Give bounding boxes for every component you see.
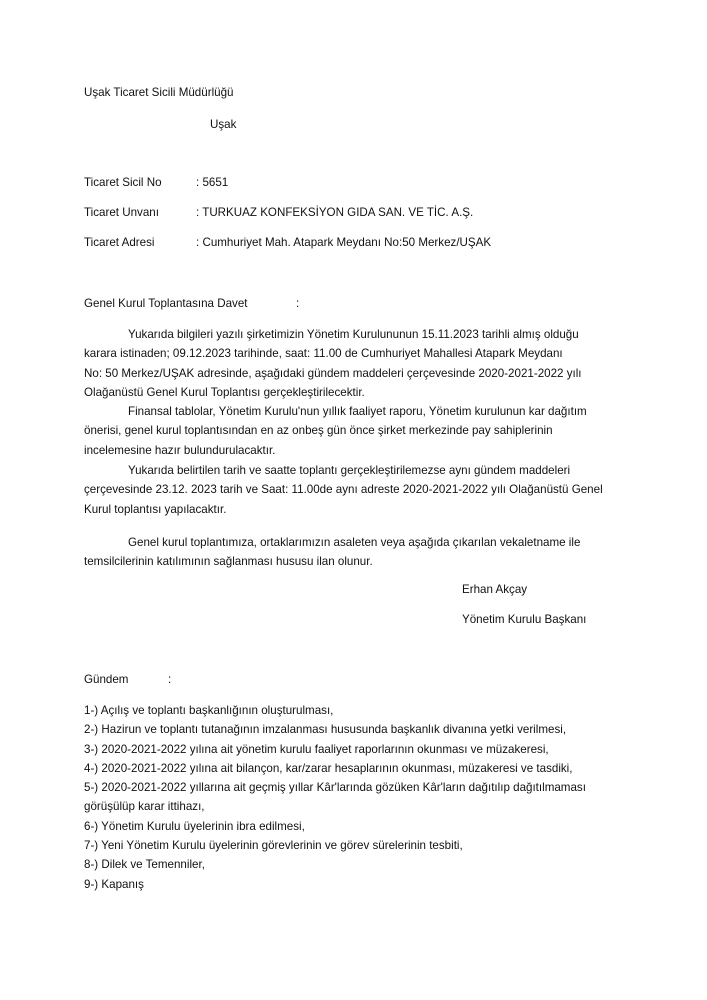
agenda-item: 4-) 2020-2021-2022 yılına ait bilançon, kar/zarar hesaplarının okunması, müzakeresi ve tasdiki, [84,761,573,775]
invitation-paragraph-2 [84,402,624,460]
invitation-title: Genel Kurul Toplantasına Davet [84,297,248,310]
agenda-item: 8-) Dilek ve Temenniler, [84,858,205,872]
paragraph-line: No: 50 Merkez/UŞAK adresinde, aşağıdaki gündem maddeleri çerçevesinde 2020-2021-2022 yılı [84,366,582,380]
signatory-name: Erhan Akçay [462,583,528,596]
paragraph-line: Genel kurul toplantımıza, ortaklarımızın asaleten veya aşağıda çıkarılan vekaletname ile [128,536,581,549]
paragraph-line: çerçevesinde 23.12. 2023 tarih ve Saat: 11.00de aynı adreste 2020-2021-2022 yılı Olağanüstü Genel [84,483,603,497]
agenda-item: 2-) Hazirun ve toplantı tutanağının imzalanması hususunda başkanlık divanına yetki verilmesi, [84,723,567,737]
agenda-list [84,701,586,894]
paragraph-line: Yukarıda bilgileri yazılı şirketimizin Yönetim Kurulununun 15.11.2023 tarihli almış olduğu [128,328,579,341]
invitation-paragraph-3 [84,461,624,519]
agenda-item-continuation: görüşülüp karar ittihazı, [84,800,205,814]
paragraph-line: Finansal tablolar, Yönetim Kurulu'nun yıllık faaliyet raporu, Yönetim kurulunun kar dağıtım [128,405,587,418]
trade-registry-no-value: : 5651 [196,176,229,189]
registry-office-heading: Uşak Ticaret Sicili Müdürlüğü [84,86,234,99]
paragraph-line: Olağanüstü Genel Kurul Toplantısı gerçekleştirilecektir. [84,385,365,399]
paragraph-line: Yukarıda belirtilen tarih ve saatte toplantı gerçekleştirilemezse aynı gündem maddeleri [128,464,571,477]
trade-address-value: : Cumhuriyet Mah. Atapark Meydanı No:50 Merkez/UŞAK [196,236,492,249]
agenda-item: 5-) 2020-2021-2022 yıllarına ait geçmiş yıllar Kâr'larında gözüken Kâr'ların dağıtılıp dağıtılmaması [84,781,586,795]
agenda-title: Gündem [84,673,129,686]
paragraph-line: önerisi, genel kurul toplantısından en az onbeş gün önce şirket merkezinde pay sahiplerinin [84,424,553,438]
city-heading: Uşak [210,118,237,131]
paragraph-line: incelemesine hazır bulundurulacaktır. [84,443,276,457]
trade-address-label: Ticaret Adresi [84,236,155,249]
agenda-item: 1-) Açılış ve toplantı başkanlığının oluşturulması, [84,704,334,717]
agenda-item: 9-) Kapanış [84,877,144,891]
trade-name-value: : TURKUAZ KONFEKSİYON GIDA SAN. VE TİC. A.Ş. [196,206,474,219]
agenda-title-colon: : [168,673,172,686]
agenda-item: 6-) Yönetim Kurulu üyelerinin ibra edilmesi, [84,819,305,833]
agenda-item: 7-) Yeni Yönetim Kurulu üyelerinin görevlerinin ve görev sürelerinin tesbiti, [84,839,463,853]
invitation-paragraph-1 [84,325,624,402]
paragraph-line: Kurul toplantısı yapılacaktır. [84,502,227,516]
paragraph-line: temsilcilerinin katılımının sağlanması hususu ilan olunur. [84,555,373,569]
invitation-title-colon: : [296,297,300,310]
trade-name-label: Ticaret Unvanı [84,206,159,219]
trade-registry-no-label: Ticaret Sicil No [84,176,162,189]
paragraph-line: karara istinaden; 09.12.2023 tarihinde, saat: 11.00 de Cumhuriyet Mahallesi Atapark Meydanı [84,347,563,361]
invitation-paragraph-4 [84,533,624,572]
agenda-item: 3-) 2020-2021-2022 yılına ait yönetim kurulu faaliyet raporlarının okunması ve müzakeresi, [84,742,549,756]
signatory-title: Yönetim Kurulu Başkanı [462,613,587,626]
